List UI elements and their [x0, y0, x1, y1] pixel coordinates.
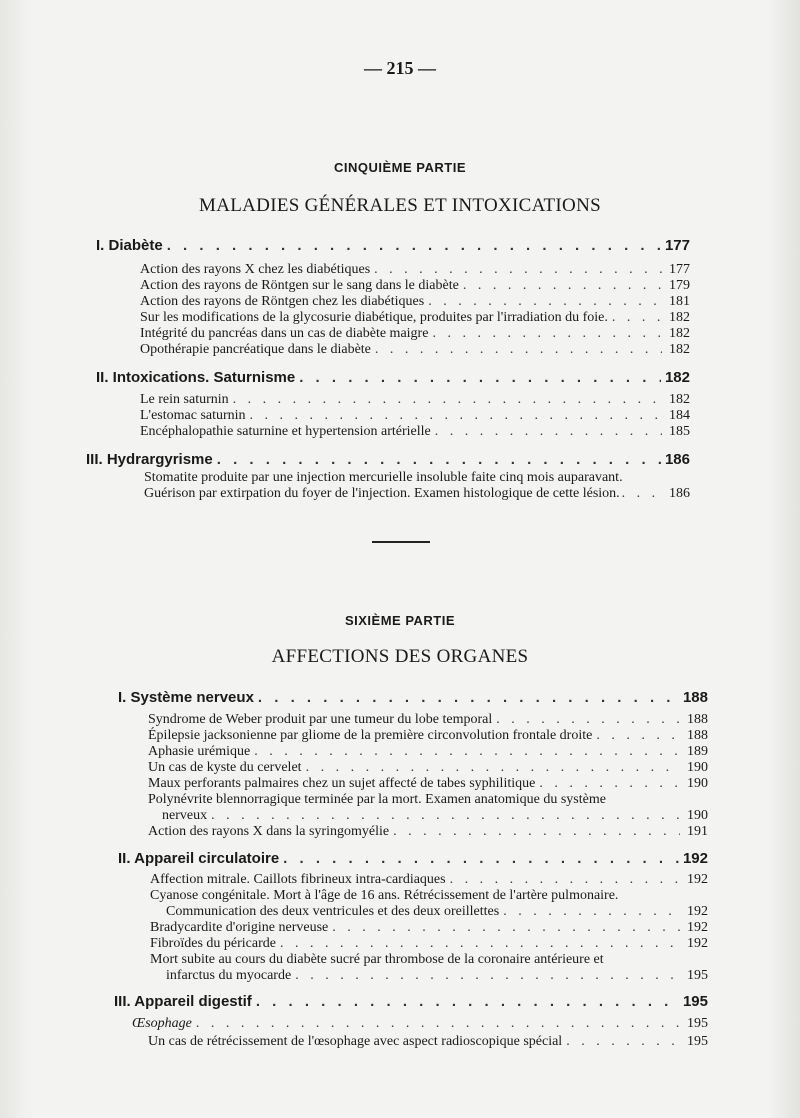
toc-entry: Le rein saturnin . . . 182: [140, 392, 690, 408]
toc-entry: Aphasie urémique . . . 189: [148, 744, 708, 760]
toc-entry: Action des rayons de Röntgen sur le sang dans le diabète . . . 179: [140, 278, 690, 294]
toc-entry: nerveux . . . 190: [162, 808, 708, 824]
toc-entry: Intégrité du pancréas dans un cas de diabète maigre . . . 182: [140, 326, 690, 342]
toc-entry: Sur les modifications de la glycosurie diabétique, produites par l'irradiation du foie. . . . 182: [140, 310, 690, 326]
toc-entry: Communication des deux ventricules et des deux oreillettes . . . 192: [166, 904, 708, 920]
toc-entry: Affection mitrale. Caillots fibrineux intra-cardiaques . . . 192: [150, 872, 708, 888]
toc-subheading-oesophage: Œsophage . . . 195: [132, 1016, 708, 1032]
toc-entry: Fibroïdes du péricarde . . . 192: [150, 936, 708, 952]
toc-entry: Bradycardite d'origine nerveuse . . . 192: [150, 920, 708, 936]
toc-entry: Maux perforants palmaires chez un sujet affecté de tabes syphilitique . . . 190: [148, 776, 708, 792]
toc-entry: infarctus du myocarde . . . 195: [166, 968, 708, 984]
section-diabete: I. Diabète . . . 177: [96, 238, 690, 254]
toc-entry: Mort subite au cours du diabète sucré par thrombose de la coronaire antérieure et: [150, 952, 604, 967]
toc-entry: Opothérapie pancréatique dans le diabète . . . 182: [140, 342, 690, 358]
toc-entry: Encéphalopathie saturnine et hypertension artérielle . . . 185: [140, 424, 690, 440]
toc-entry: Action des rayons X chez les diabétiques . . . 177: [140, 262, 690, 278]
section-appareil-digestif: III. Appareil digestif . . . 195: [114, 994, 708, 1010]
toc-entry: L'estomac saturnin . . . 184: [140, 408, 690, 424]
section-hydrargyrisme: III. Hydrargyrisme . . . 186: [86, 452, 690, 468]
toc-entry: Action des rayons X dans la syringomyélie . . . 191: [148, 824, 708, 840]
section-intoxications: II. Intoxications. Saturnisme . . . 182: [96, 370, 690, 386]
toc-entry: Action des rayons de Röntgen chez les diabétiques . . . 181: [140, 294, 690, 310]
toc-entry: Polynévrite blennorragique terminée par la mort. Examen anatomique du système: [148, 792, 606, 807]
part5-title: MALADIES GÉNÉRALES ET INTOXICATIONS: [199, 195, 601, 216]
toc-entry: Cyanose congénitale. Mort à l'âge de 16 ans. Rétrécissement de l'artère pulmonaire.: [150, 888, 619, 903]
page-number: — 215 —: [364, 58, 436, 78]
toc-entry: Syndrome de Weber produit par une tumeur du lobe temporal . . . 188: [148, 712, 708, 728]
separator-rule: [372, 541, 430, 543]
part6-title: AFFECTIONS DES ORGANES: [271, 646, 529, 667]
toc-entry: Épilepsie jacksonienne par gliome de la première circonvolution frontale droite . . . 188: [148, 728, 708, 744]
part5-label: CINQUIÈME PARTIE: [334, 160, 466, 175]
part6-label: SIXIÈME PARTIE: [344, 613, 456, 628]
toc-entry: Un cas de rétrécissement de l'œsophage avec aspect radioscopique spécial . . . 195: [148, 1034, 708, 1050]
toc-entry: Guérison par extirpation du foyer de l'injection. Examen histologique de cette lésion. . . . 186: [144, 486, 690, 502]
section-appareil-circulatoire: II. Appareil circulatoire . . . 192: [118, 851, 708, 867]
toc-entry: Stomatite produite par une injection mercurielle insoluble faite cinq mois auparavant.: [144, 470, 623, 485]
section-systeme-nerveux: I. Système nerveux . . . 188: [118, 690, 708, 706]
toc-entry: Un cas de kyste du cervelet . . . 190: [148, 760, 708, 776]
